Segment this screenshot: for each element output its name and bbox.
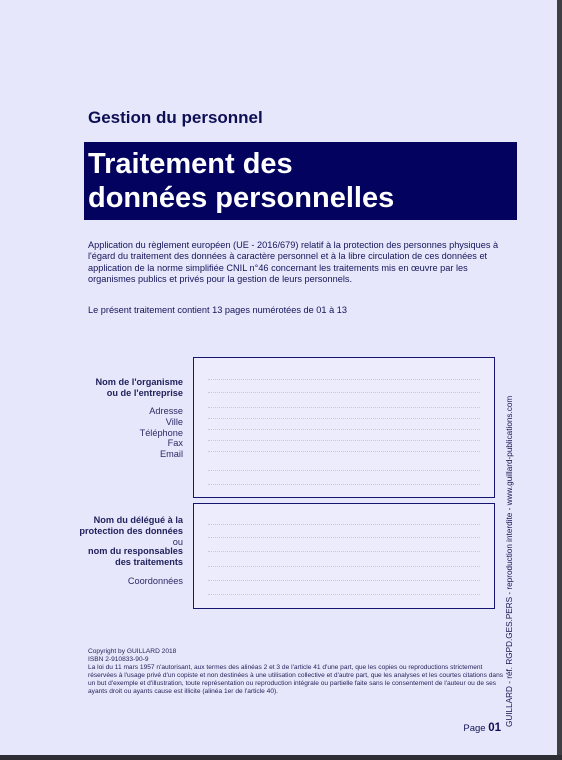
isbn-text: ISBN 2-910833-90-9 bbox=[88, 656, 149, 664]
entry-line bbox=[208, 440, 480, 441]
organisation-name-label-line2: ou de l'entreprise bbox=[106, 388, 183, 398]
fax-label: Fax bbox=[167, 438, 183, 448]
title-banner bbox=[84, 142, 517, 220]
entry-line bbox=[208, 537, 480, 538]
vertical-side-text: GUILLARD - réf. RGPD.GES.PERS - reproduction interdite - www.guillard-publications.com bbox=[505, 395, 514, 727]
entry-line bbox=[208, 594, 480, 595]
organisation-info-box[interactable] bbox=[193, 357, 495, 498]
dpo-name-label: Nom du délégué à la bbox=[93, 515, 183, 525]
entry-line bbox=[208, 418, 480, 419]
contact-details-label: Coordonnées bbox=[127, 576, 183, 586]
document-title: Traitement des données personnelles bbox=[88, 148, 395, 214]
address-label: Adresse bbox=[149, 406, 183, 416]
controller-name-label-line2: des traitements bbox=[115, 557, 183, 567]
entry-line bbox=[208, 407, 480, 408]
page-number-value: 01 bbox=[488, 722, 501, 734]
entry-line bbox=[208, 551, 480, 552]
city-label: Ville bbox=[165, 417, 183, 427]
entry-line bbox=[208, 566, 480, 567]
entry-line bbox=[208, 470, 480, 471]
page-label: Page bbox=[463, 723, 486, 734]
phone-label: Téléphone bbox=[139, 428, 183, 438]
dpo-info-box[interactable] bbox=[193, 503, 495, 609]
entry-line bbox=[208, 484, 480, 485]
legal-notice: La loi du 11 mars 1957 n'autorisant, aux termes des alinéas 2 et 3 de l'article 41 d'une part, que les copies ou reproductions strictement réservées à l'usage privé d'un copiste et non destinées à une utilisation collective et d'autre part, que les analyses et les courtes citations dans un but d'exemple et d'illustration, toute représentation ou reproduction intégrale ou partielle faite sans le consentement de l'auteur ou de ses ayants droit ou ayants cause est illicite (alinéa 1er de l'article 40). bbox=[88, 664, 504, 696]
or-label: ou bbox=[172, 537, 183, 547]
intro-paragraph: Application du règlement européen (UE - 2016/679) relatif à la protection des personnes physiques à l'égard du traitement des données à caractère personnel et à la libre circulation de ces données et application de la norme simplifiée CNIL n°46 concernant les traitements mis en œuvre par les organismes publics et privés pour la gestion de leurs personnels. bbox=[88, 240, 499, 284]
entry-line bbox=[208, 392, 480, 393]
viewer-edge-bottom bbox=[0, 755, 562, 760]
viewer-edge-right bbox=[557, 0, 562, 760]
page-count-note: Le présent traitement contient 13 pages numérotées de 01 à 13 bbox=[88, 305, 347, 315]
section-heading: Gestion du personnel bbox=[88, 108, 263, 127]
entry-line bbox=[208, 451, 480, 452]
dpo-name-label-line2: protection des données bbox=[79, 526, 183, 536]
entry-line bbox=[208, 429, 480, 430]
entry-line bbox=[208, 379, 480, 380]
legal-footer bbox=[88, 648, 510, 697]
entry-line bbox=[208, 524, 480, 525]
email-label: Email bbox=[160, 449, 183, 459]
entry-line bbox=[208, 580, 480, 581]
page-number bbox=[463, 722, 501, 734]
organisation-name-label: Nom de l'organisme bbox=[95, 377, 183, 387]
controller-name-label: nom du responsables bbox=[88, 546, 183, 556]
copyright-text: Copyright by GUILLARD 2018 bbox=[88, 648, 177, 655]
